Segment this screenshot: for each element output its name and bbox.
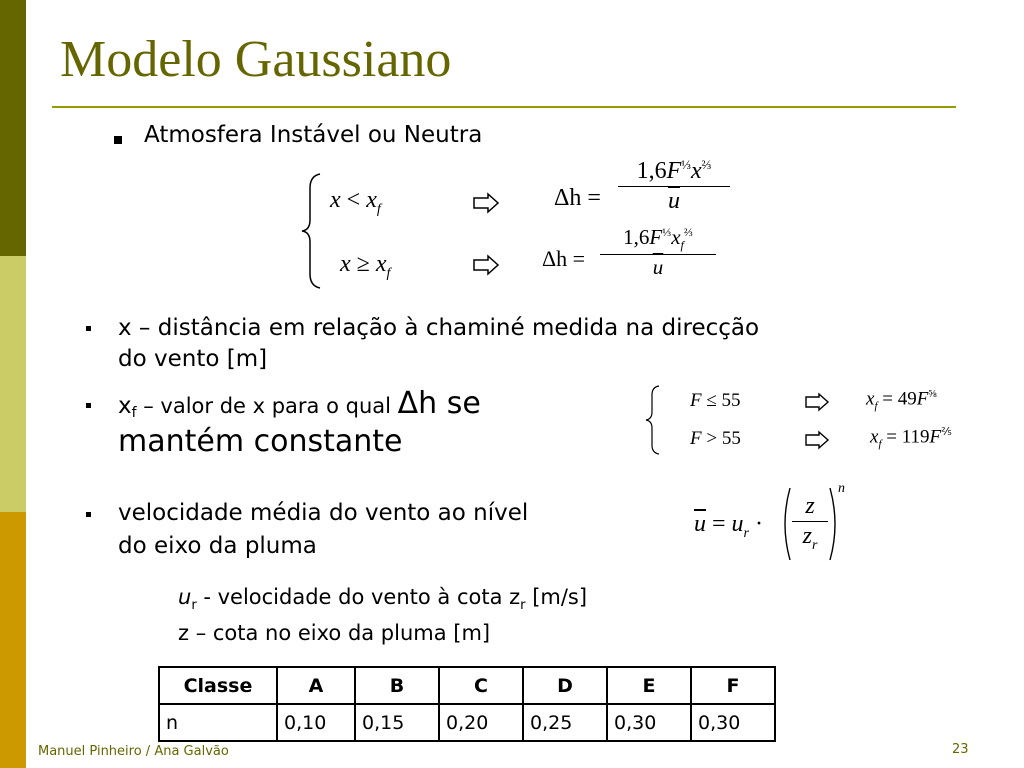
table-header-cell: E: [607, 667, 691, 704]
implies-arrow-icon: [804, 430, 830, 450]
def-xf-line2: mantém constante: [118, 424, 403, 459]
def-xf-line1: $x_f$ – valor de x para o qual Δh se: [118, 386, 481, 422]
stability-class-table: [158, 666, 776, 742]
implies-arrow-icon: [472, 192, 500, 214]
slide-title: Modelo Gaussiano: [60, 31, 452, 88]
xf-case2-formula: $x_f = 119F^{\frac{2}{5}}$: [870, 426, 952, 451]
table-row: [159, 704, 775, 741]
cases-brace-icon: [300, 172, 324, 290]
def-x-line1: x – distância em relação à chaminé medida na direcção: [118, 315, 760, 341]
bullet-atmosphere: Atmosfera Instável ou Neutra: [144, 122, 483, 148]
case2-lhs: Δh =: [542, 246, 586, 271]
table-header-cell: A: [277, 667, 355, 704]
table-cell: 0,15: [355, 704, 439, 741]
xf-case2-condition: F > 55: [690, 428, 741, 449]
title-underline: [52, 106, 956, 108]
footer-authors: Manuel Pinheiro / Ana Galvão: [38, 744, 229, 759]
xf-case1-formula: $x_f = 49F^{\frac{5}{8}}$: [866, 388, 937, 413]
table-header-cell: D: [523, 667, 607, 704]
implies-arrow-icon: [804, 392, 830, 412]
note-ur: $u_r$ - velocidade do vento à cota $z_r$ [m/s]: [178, 585, 588, 614]
decor-bar-bottom: [0, 512, 26, 768]
implies-arrow-icon: [472, 254, 500, 276]
table-cell: 0,10: [277, 704, 355, 741]
table-cell: 0,30: [691, 704, 775, 741]
decor-bar-middle: [0, 256, 26, 512]
u-formula-exponent: n: [838, 481, 845, 496]
case1-lhs: Δh =: [554, 185, 601, 211]
table-header-cell: B: [355, 667, 439, 704]
bullet-square-icon: [114, 136, 122, 144]
table-cell: 0,20: [439, 704, 523, 741]
table-cell: n: [159, 704, 277, 741]
table-cell: 0,25: [523, 704, 607, 741]
table-header-cell: F: [691, 667, 775, 704]
xf-brace-icon: [644, 384, 662, 456]
case1-fraction: $\frac{1,6F^{\frac{1}{3}}x^{\frac{2}{3}}}{u}$: [618, 158, 730, 213]
table-header-cell: Classe: [159, 667, 277, 704]
bullet-small-icon: [86, 403, 91, 408]
def-x-line2: do vento [m]: [118, 346, 268, 372]
case2-fraction: $\frac{1,6F^{\frac{1}{3}}x_f^{\frac{2}{3}}}{u}$: [600, 226, 716, 278]
case1-condition: $x < x_f$: [330, 187, 381, 217]
table-header-row: [159, 667, 775, 704]
bullet-small-icon: [86, 512, 91, 517]
table-header-cell: C: [439, 667, 523, 704]
def-u-line1: velocidade média do vento ao nível: [118, 500, 529, 526]
u-formula-lhs: $\overline{u} = u_r$ ·: [694, 511, 763, 541]
u-formula-fraction: z $z_r$: [792, 494, 828, 553]
table-cell: 0,30: [607, 704, 691, 741]
note-z: z – cota no eixo da pluma [m]: [178, 621, 491, 645]
bullet-small-icon: [86, 326, 91, 331]
xf-case1-condition: F ≤ 55: [690, 390, 741, 411]
def-u-line2: do eixo da pluma: [118, 533, 317, 559]
case2-condition: $x \ge x_f$: [340, 251, 391, 281]
page-number: 23: [952, 742, 969, 757]
decor-bar-top: [0, 0, 26, 256]
